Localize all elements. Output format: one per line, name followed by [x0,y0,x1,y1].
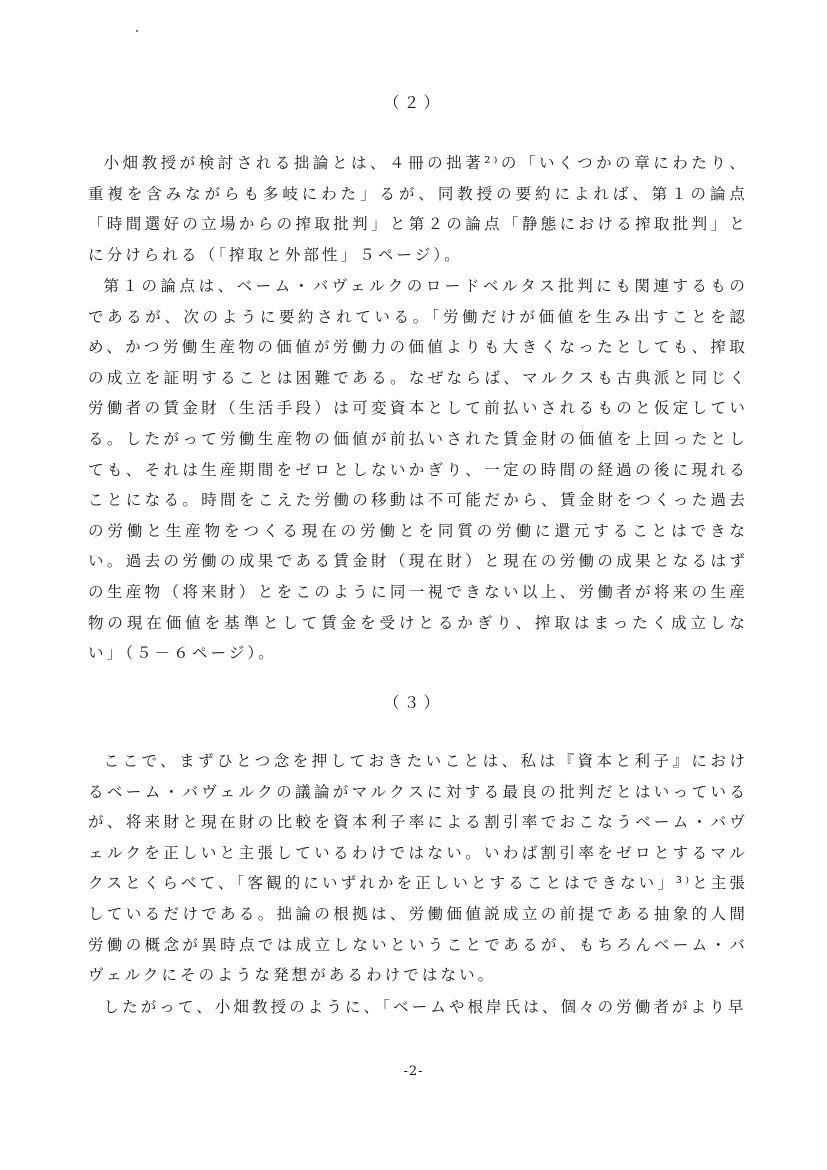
page-number: -2- [403,1064,424,1079]
paragraph-1: 小畑教授が検討される拙論とは、４冊の拙著²⁾の「いくつかの章にわたり、重複を含みながらも多岐にわた」るが、同教授の要約によれば、第１の論点「時間選好の立場からの搾取批判」と第２の論点「静態における搾取批判」とに分けられる（「搾取と外部性」５ページ）。 [88,154,748,264]
paragraph-3: ここで、まずひとつ念を押しておきたいことは、私は『資本と利子』におけるベーム・バヴェルクの議論がマルクスに対する最良の批判だとはいっているが、将来財と現在財の比較を資本利子率による割引率でおこなうベーム・バヴェルクを正しいと主張しているわけではない。いわば割引率をゼロとするマルクスとくらべて、「客観的にいずれかを正しいとすることはできない」³⁾と主張しているだけである。拙論の根拠は、労働価値説成立の前提である抽象的人間労働の概念が異時点では成立しないということであるが、もちろんベーム・バヴェルクにそのような発想があるわけではない。 [88,752,748,985]
scan-speck [136,30,138,32]
section-heading-2: （２） [383,93,444,112]
paragraph-2: 第１の論点は、ベーム・バヴェルクのロードベルタス批判にも関連するものであるが、次のように要約されている。「労働だけが価値を生み出すことを認め、かつ労働生産物の価値が労働力の価値よりも大きくなったとしても、搾取の成立を証明することは困難である。なぜならば、マルクスも古典派と同じく労働者の賃金財（生活手段）は可変資本として前払いされるものと仮定している。したがって労働生産物の価値が前払いされた賃金財の価値を上回ったとしても、それは生産期間をゼロとしないかぎり、一定の時間の経過の後に現れることになる。時間をこえた労働の移動は不可能だから、賃金財をつくった過去の労働と生産物をつくる現在の労働とを同質の労働に還元することはできない。過去の労働の成果である賃金財（現在財）と現在の労働の成果となるはずの生産物（将来財）とをこのように同一視できない以上、労働者が将来の生産物の現在価値を基準として賃金を受けとるかぎり、搾取はまったく成立しない」（５－６ページ）。 [88,277,748,663]
section-heading-3: （３） [383,693,444,712]
paragraph-4: したがって、小畑教授のように、「ベームや根岸氏は、個々の労働者がより早 [103,998,747,1016]
